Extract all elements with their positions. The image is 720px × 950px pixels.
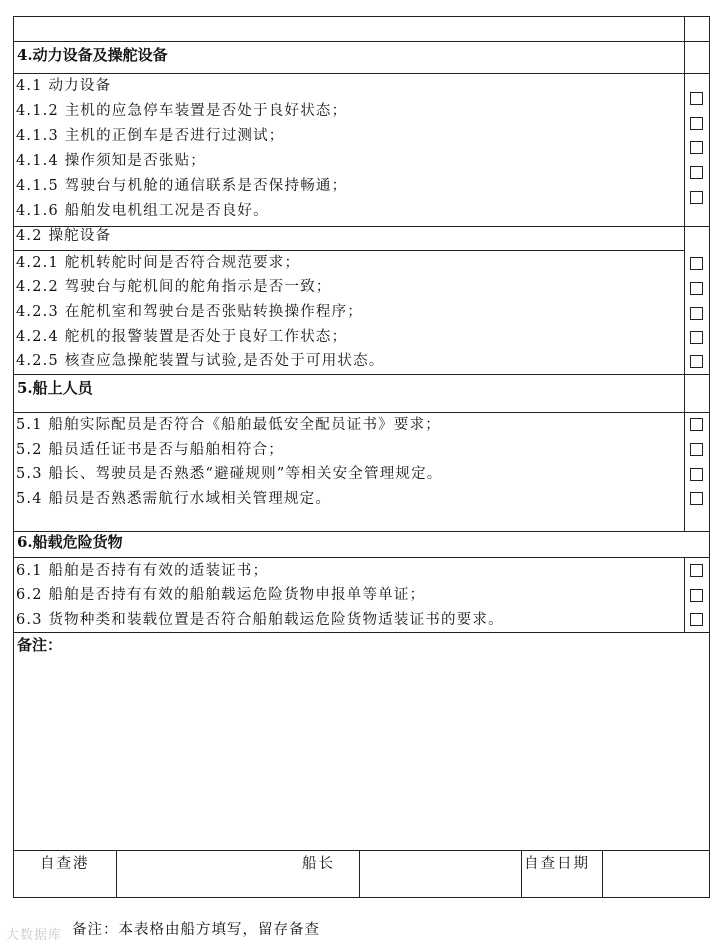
remarks-label: 备注： [17,636,63,654]
checkbox-4-2-3[interactable] [690,307,703,320]
check-item-4-1-2: 4.1.2 主机的应急停车装置是否处于良好状态； [16,103,348,119]
checkbox-4-2-1[interactable] [690,257,703,270]
check-item-4-2-5: 4.2.5 核查应急操舵装置与试验,是否处于可用状态。 [16,353,385,369]
checkbox-4-2-2[interactable] [690,282,703,295]
check-item-4-2-4: 4.2.4 舵机的报警装置是否处于良好工作状态； [16,329,348,345]
checkbox-6-2[interactable] [690,589,703,602]
checkbox-6-3[interactable] [690,613,703,626]
check-item-4-1-6: 4.1.6 船舶发电机组工况是否良好。 [16,203,269,219]
captain-field[interactable] [361,852,519,896]
checkbox-4-1-4[interactable] [690,141,703,154]
checkbox-5-4[interactable] [690,492,703,505]
check-item-4-2-1: 4.2.1 舵机转舵时间是否符合规范要求； [16,255,301,271]
check-item-6-1: 6.1 船舶是否持有有效的适装证书； [16,563,269,579]
check-item-4-2-2: 4.2.2 驾驶台与舵机间的舵角指示是否一致； [16,279,332,295]
row-divider [14,250,684,251]
checkbox-4-1-5[interactable] [690,166,703,179]
check-item-6-2: 6.2 船舶是否持有有效的船舶载运危险货物申报单等单证； [16,587,426,603]
check-item-4-1-5: 4.1.5 驾驶台与机舱的通信联系是否保持畅通； [16,178,348,194]
subsection-4-1: 4.1 动力设备 [16,78,112,94]
row-divider [14,412,709,413]
footer-divider [14,850,709,851]
row-divider [14,531,709,532]
section-6-title: 6.船载危险货物 [17,533,123,551]
footer-divider [116,850,117,898]
row-divider [14,226,709,227]
checkbox-5-2[interactable] [690,443,703,456]
row-divider [14,374,709,375]
checkbox-4-1-3[interactable] [690,117,703,130]
inspection-form [13,16,710,898]
footer-divider [359,850,360,898]
port-label: 自查港 [40,856,90,872]
bottom-note: 备注：本表格由船方填写，留存备查 [72,922,320,938]
check-item-6-3: 6.3 货物种类和装载位置是否符合船舶载运危险货物适装证书的要求。 [16,612,504,628]
footer-divider [602,850,603,898]
row-divider [14,632,709,633]
checkbox-5-1[interactable] [690,418,703,431]
checkbox-4-1-6[interactable] [690,191,703,204]
check-item-4-2-3: 4.2.3 在舵机室和驾驶台是否张贴转换操作程序； [16,304,364,320]
checkbox-5-3[interactable] [690,468,703,481]
check-item-4-1-4: 4.1.4 操作须知是否张贴； [16,153,207,169]
check-item-5-4: 5.4 船员是否熟悉需航行水域相关管理规定。 [16,491,332,507]
check-item-5-2: 5.2 船员适任证书是否与船舶相符合； [16,442,284,458]
section-4-title: 4.动力设备及操舵设备 [17,46,168,64]
date-field[interactable] [604,852,707,896]
checkbox-column-divider [684,557,685,632]
row-divider [14,41,709,42]
remarks-area[interactable] [14,657,709,847]
captain-label: 船长 [302,856,335,872]
checkbox-4-1-2[interactable] [690,92,703,105]
check-item-5-3: 5.3 船长、驾驶员是否熟悉“避碰规则”等相关安全管理规定。 [16,466,443,482]
row-divider [14,557,709,558]
row-divider [14,73,709,74]
section-5-title: 5.船上人员 [17,379,93,397]
checkbox-column-divider [684,17,685,531]
check-item-5-1: 5.1 船舶实际配员是否符合《船舶最低安全配员证书》要求； [16,417,441,433]
checkbox-4-2-5[interactable] [690,355,703,368]
check-item-4-1-3: 4.1.3 主机的正倒车是否进行过测试； [16,128,285,144]
checkbox-6-1[interactable] [690,564,703,577]
date-label: 自查日期 [524,856,590,872]
watermark: 大数据库 [6,928,63,943]
subsection-4-2: 4.2 操舵设备 [16,228,112,244]
footer-divider [521,850,522,898]
checkbox-4-2-4[interactable] [690,331,703,344]
